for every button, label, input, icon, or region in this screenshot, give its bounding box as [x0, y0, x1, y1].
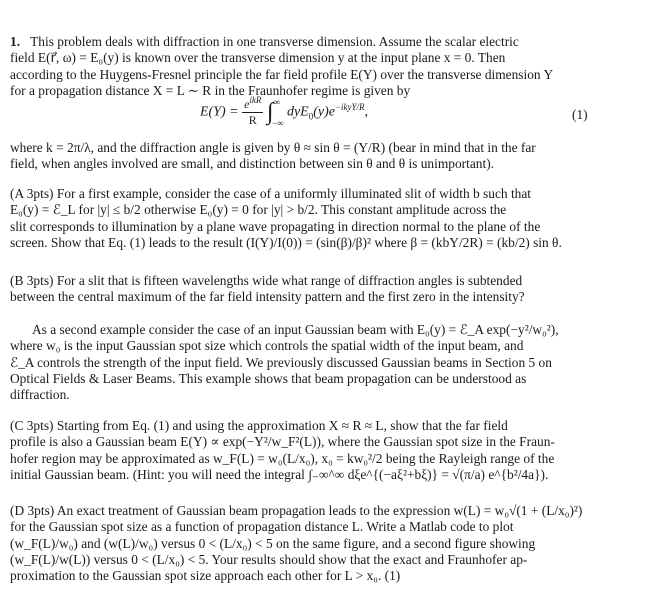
part-d: (D 3pts) An exact treatment of Gaussian beam propagation leads to the expression w(L) = w₀√(1 + (L/x₀)²) for the Gaussian spot size as a function of propagation distance L. Write a Matlab code to plot (w_F(L)/w₀) and (w(L)/w₀) versus 0 < (L/x₀) < 5 on the same figure, and a second figure showing (w_F(L)/w(L)) versus 0 < (L/x₀) < 5. Your results should show that the exact and Fraunhofer ap- proximation to the Gaussian spot size approach each other for L > x₀. (1)	[10, 503, 583, 584]
part-c-label: (C 3pts)	[10, 418, 54, 433]
part-d-label: (D 3pts)	[10, 503, 55, 518]
integral-sign: ∫	[266, 99, 274, 125]
equation-label: (1)	[572, 107, 588, 122]
equation-1: E(Y) = $\frac{e^{ikR}}{R}$ ∫∞−∞ $dyE_0(y)e^{-ikyY/R}$, (1)	[200, 95, 588, 128]
part-a-label: (A 3pts)	[10, 186, 54, 201]
problem-intro: 1. This problem deals with diffraction in one transverse dimension. Assume the scalar electric field E(r⃗, ω) = E₀(y) is known over the transverse dimension y at the input plane x = 0. Then according to the Huygens-Fresnel principle the far field profile E(Y) over the transverse dimension Y for a propagation distance X = L ∼ R in the Fraunhofer regime is given by	[10, 34, 554, 98]
problem-number: 1.	[10, 34, 21, 49]
part-b: (B 3pts) For a slit that is fifteen wavelengths wide what range of diffraction angles is subtended between the central maximum of the far field intensity pattern and the first zero in the intensity?	[10, 273, 525, 305]
gaussian-intro: As a second example consider the case of an input Gaussian beam with E₀(y) = ℰ_A exp(−y²/w₀²), where w₀ is the input Gaussian spot size which controls the spatial width of the input beam, and ℰ_A controls the strength of the input field. We previously discussed Gaussian beams in Section 5 on Optical Fields & Laser Beams. This example shows that beam propagation can be understood as diffraction.	[10, 322, 559, 403]
part-c: (C 3pts) Starting from Eq. (1) and using the approximation X ≈ R ≈ L, show that the far field profile is also a Gaussian beam E(Y) ∝ exp(−Y²/w_F²(L)), where the Gaussian spot size in the Fraun- hofer region may be approximated as w_F(L) = w₀(L/x₀), x₀ = kw₀²/2 being the Rayleigh range of the initial Gaussian beam. (Hint: you will need the integral ∫₋∞^∞ dξe^{(−aξ²+bξ)} = √(π/a) e^{b²/4a}).	[10, 418, 555, 482]
part-a: (A 3pts) For a first example, consider the case of a uniformly illuminated slit of width b such that E₀(y) = ℰ_L for |y| ≤ b/2 otherwise E₀(y) = 0 for |y| > b/2. This constant amplitude across the slit corresponds to illumination by a plane wave propagating in direction normal to the plane of the screen. Show that Eq. (1) leads to the result (I(Y)/I(0)) = (sin(β)/β)² where β = (kbY/2R) = (kb/2) sin θ.	[10, 186, 562, 250]
after-equation-text: where k = 2π/λ, and the diffraction angle is given by θ ≈ sin θ = (Y/R) (bear in mind that in the far field, when angles involved are small, and distinction between sin θ and θ is unimportant).	[10, 140, 536, 172]
part-b-label: (B 3pts)	[10, 273, 54, 288]
